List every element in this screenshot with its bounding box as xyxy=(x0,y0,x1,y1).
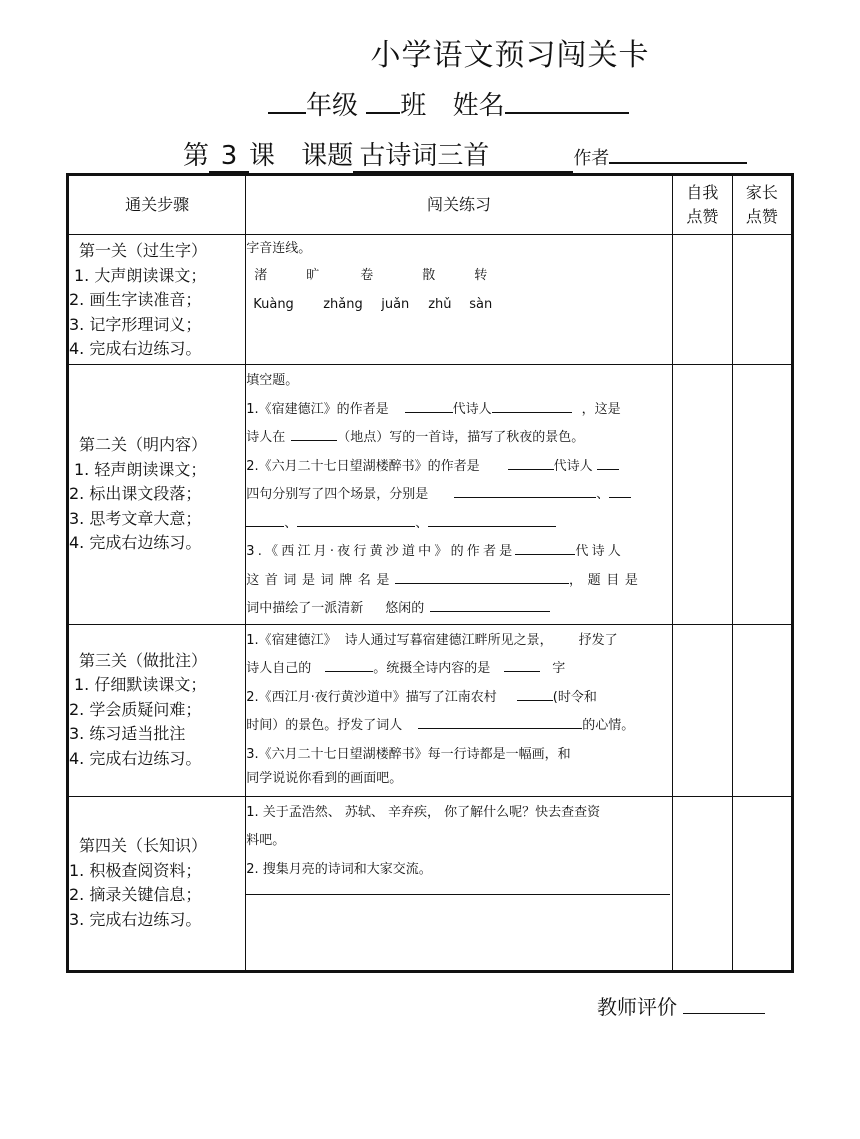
exercise-line: 2. 搜集月亮的诗词和大家交流。 xyxy=(246,861,432,877)
exercise-line: 1. 关于孟浩然、 苏轼、 辛弃疾， 你了解什么呢？快去查查资 xyxy=(246,804,601,820)
answer-blank[interactable] xyxy=(517,687,553,701)
table-header-row xyxy=(68,175,793,235)
exercise-line: 3.《六月二十七日望湖楼醉书》每一行诗都是一幅画，和 xyxy=(246,746,571,762)
answer-blank[interactable] xyxy=(297,513,415,527)
step-item: 4. 完成右边练习。 xyxy=(69,339,202,358)
col-header-steps: 通关步骤 xyxy=(68,175,246,235)
answer-line[interactable] xyxy=(246,884,670,895)
exercise-line: 2.《西江月·夜行黄沙道中》描写了江南农村 (时令和 xyxy=(246,684,672,713)
exercise-line: 四句分别写了四个场景，分别是 、 xyxy=(246,481,672,510)
exercise-cell xyxy=(246,235,673,365)
answer-blank[interactable] xyxy=(430,598,550,612)
exercise-line: 1.《宿建德江》的作者是 代诗人 ，这是 xyxy=(246,396,672,425)
char-item[interactable]: 转 xyxy=(474,268,488,283)
exercise-line: 这首词是词牌名是 ，题目是 xyxy=(246,567,672,596)
class-blank[interactable] xyxy=(366,112,400,114)
parent-like-cell[interactable] xyxy=(732,365,792,625)
teacher-blank[interactable] xyxy=(683,1013,765,1014)
answer-blank[interactable] xyxy=(246,513,284,527)
stage-cell xyxy=(68,235,246,365)
step-item: 4. 完成右边练习。 xyxy=(69,533,202,552)
stage-cell xyxy=(68,365,246,625)
self-like-cell[interactable] xyxy=(672,624,732,796)
topic-label: 课题 xyxy=(301,141,354,171)
exercise-cell xyxy=(246,365,673,625)
answer-blank[interactable] xyxy=(504,658,540,672)
step-item: 1. 轻声朗读课文； xyxy=(74,459,207,479)
stage-cell xyxy=(68,796,246,971)
stage-title: 第三关（做批注） xyxy=(79,650,208,670)
col-header-exercise: 闯关练习 xyxy=(246,175,673,235)
exercise-line: 时间）的景色。抒发了词人 的心情。 xyxy=(246,712,672,741)
char-item[interactable]: 旷 xyxy=(306,268,320,283)
answer-blank[interactable] xyxy=(325,658,373,672)
step-item: 3. 记字形理词义； xyxy=(69,314,202,334)
step-item: 2. 摘录关键信息； xyxy=(69,885,202,904)
char-item[interactable]: 散 xyxy=(422,268,436,283)
stage-title: 第一关（过生字） xyxy=(79,241,208,260)
exercise-line: 2.《六月二十七日望湖楼醉书》的作者是 代诗人 xyxy=(246,453,672,482)
answer-blank[interactable] xyxy=(508,456,554,470)
lesson-suffix: 课 xyxy=(249,141,276,171)
answer-blank[interactable] xyxy=(405,399,453,413)
stage-title: 第四关（长知识） xyxy=(79,836,208,855)
step-item: 4. 完成右边练习。 xyxy=(69,748,202,768)
exercise-line: 诗人在 （地点）写的一首诗，描写了秋夜的景色。 xyxy=(246,424,672,453)
parent-like-cell[interactable] xyxy=(732,235,792,365)
step-item: 3. 完成右边练习。 xyxy=(69,909,202,929)
self-like-cell[interactable] xyxy=(672,796,732,971)
student-info-line xyxy=(268,85,629,122)
parent-like-cell[interactable] xyxy=(732,624,792,796)
table-row xyxy=(68,796,793,971)
lesson-number: 3 xyxy=(209,141,249,173)
class-label: 班 xyxy=(400,91,427,121)
teacher-evaluation xyxy=(597,991,765,1020)
char-row xyxy=(246,262,672,289)
lesson-prefix: 第 xyxy=(183,141,210,171)
char-item[interactable]: 渚 xyxy=(254,268,268,283)
teacher-label: 教师评价 xyxy=(597,995,677,1019)
topic-value: 古诗词三首 xyxy=(353,141,573,173)
lesson-info-line xyxy=(183,135,747,173)
author-label: 作者 xyxy=(573,148,610,169)
exercise-line: 同学说说你看到的画面吧。 xyxy=(246,771,403,786)
answer-blank[interactable] xyxy=(515,541,575,555)
self-like-cell[interactable] xyxy=(672,235,732,365)
table-row xyxy=(68,624,793,796)
pinyin-item[interactable]: sàn xyxy=(469,297,493,312)
grade-label: 年级 xyxy=(306,91,359,121)
name-label: 姓名 xyxy=(452,91,505,121)
step-item: 3. 思考文章大意； xyxy=(69,508,202,528)
answer-blank[interactable] xyxy=(609,484,631,498)
pinyin-row xyxy=(246,289,672,318)
step-item: 1. 积极查阅资料； xyxy=(69,860,202,880)
exercise-intro: 填空题。 xyxy=(246,373,299,388)
exercise-cell xyxy=(246,796,673,971)
pinyin-item[interactable]: juǎn xyxy=(381,297,410,312)
author-blank[interactable] xyxy=(609,162,747,164)
stage-cell xyxy=(68,624,246,796)
exercise-line: 诗人自己的 。统摄全诗内容的是 字 xyxy=(246,655,672,684)
answer-blank[interactable] xyxy=(454,484,596,498)
exercise-line: 料吧。 xyxy=(246,833,286,848)
exercise-line: 3.《西江月·夜行黄沙道中》的作者是 代诗人 xyxy=(246,538,672,567)
answer-blank[interactable] xyxy=(395,570,569,584)
exercise-cell xyxy=(246,624,673,796)
answer-blank[interactable] xyxy=(418,715,582,729)
table-row xyxy=(68,365,793,625)
step-item: 3. 练习适当批注 xyxy=(69,724,186,744)
step-item: 1. 仔细默读课文； xyxy=(74,675,207,695)
pinyin-item[interactable]: Kuàng xyxy=(253,297,294,312)
stage-title: 第二关（明内容） xyxy=(79,435,208,454)
challenge-table xyxy=(66,173,794,973)
step-item: 2. 学会质疑问难； xyxy=(69,699,202,719)
step-item: 2. 标出课文段落； xyxy=(69,484,202,503)
grade-blank[interactable] xyxy=(268,112,306,114)
col-header-parent-like: 家长点赞 xyxy=(732,175,792,235)
answer-blank[interactable] xyxy=(291,427,337,441)
exercise-line: 、 、 xyxy=(246,510,672,539)
answer-blank[interactable] xyxy=(492,399,572,413)
pinyin-item[interactable]: zhǔ xyxy=(428,297,452,312)
answer-blank[interactable] xyxy=(428,513,556,527)
pinyin-item[interactable]: zhǎng xyxy=(323,297,363,312)
char-item[interactable]: 卷 xyxy=(360,268,374,283)
exercise-line: 1.《宿建德江》 诗人通过写暮宿建德江畔所见之景， 抒发了 xyxy=(246,632,618,648)
page-title: 小学语文预习闯关卡 xyxy=(370,38,650,73)
self-like-cell[interactable] xyxy=(672,365,732,625)
col-header-self-like: 自我点赞 xyxy=(672,175,732,235)
step-item: 1. 大声朗读课文； xyxy=(74,265,207,285)
exercise-intro: 字音连线。 xyxy=(246,241,312,256)
name-blank[interactable] xyxy=(505,112,629,114)
step-item: 2. 画生字读准音； xyxy=(69,290,202,309)
exercise-line: 词中描绘了一派清新 悠闲的 xyxy=(246,595,672,624)
parent-like-cell[interactable] xyxy=(732,796,792,971)
table-row xyxy=(68,235,793,365)
answer-blank[interactable] xyxy=(597,456,619,470)
